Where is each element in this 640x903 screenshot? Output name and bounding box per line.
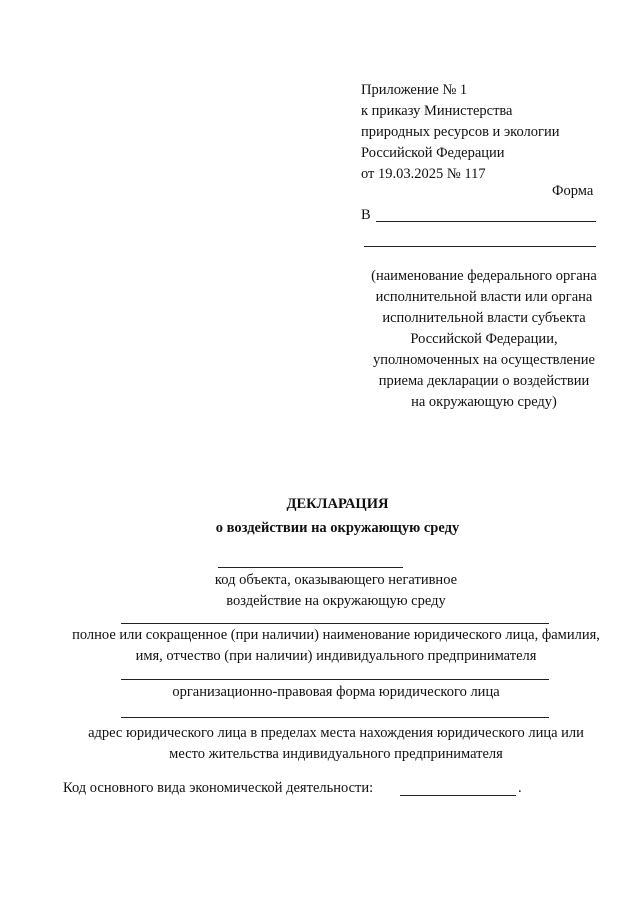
address-caption (0, 723, 640, 765)
entity-name-caption-line: полное или сокращенное (при наличии) наименование юридического лица, фамилия, (72, 627, 600, 643)
authority-caption-line: Российской Федерации, (410, 331, 558, 347)
authority-caption-line: (наименование федерального органа (371, 268, 597, 284)
recipient-prefix: В (361, 207, 371, 223)
recipient-line-1 (376, 221, 596, 222)
authority-caption-line: приема декларации о воздействии (378, 373, 590, 389)
okved-period: . (518, 780, 522, 796)
appendix-line-3: природных ресурсов и экологии (361, 124, 560, 140)
appendix-line-4: Российской Федерации (361, 145, 505, 161)
declaration-subtitle: о воздействии на окружающую среду (215, 520, 460, 536)
recipient-line-2 (364, 246, 596, 247)
authority-caption-line: исполнительной власти или органа (375, 289, 593, 305)
appendix-line-2: к приказу Министерства (361, 103, 513, 119)
object-code-caption-line: воздействие на окружающую среду (226, 593, 446, 609)
object-code-caption-line: код объекта, оказывающего негативное (214, 572, 458, 588)
legal-form-caption: организационно-правовая форма юридического лица (172, 684, 500, 700)
legal-form-line (121, 679, 549, 680)
entity-name-caption-line: имя, отчество (при наличии) индивидуального предпринимателя (135, 648, 537, 664)
okved-line (400, 795, 516, 796)
authority-caption (356, 266, 612, 413)
address-caption-line: адрес юридического лица в пределах места нахождения юридического лица или (88, 725, 584, 741)
object-code-caption (0, 570, 640, 612)
appendix-line-1: Приложение № 1 (361, 82, 468, 98)
okved-label: Код основного вида экономической деятельности: (63, 780, 374, 796)
appendix-line-5: от 19.03.2025 № 117 (361, 166, 486, 182)
address-line (121, 717, 549, 718)
entity-name-caption (0, 625, 640, 667)
declaration-title: ДЕКЛАРАЦИЯ (286, 496, 389, 512)
form-label: Форма (552, 183, 594, 199)
authority-caption-line: на окружающую среду) (411, 394, 557, 410)
address-caption-line: место жительства индивидуального предпринимателя (169, 746, 503, 762)
object-code-line (218, 567, 403, 568)
entity-name-line (121, 623, 549, 624)
authority-caption-line: исполнительной власти субъекта (382, 310, 586, 326)
authority-caption-line: уполномоченных на осуществление (373, 352, 595, 368)
